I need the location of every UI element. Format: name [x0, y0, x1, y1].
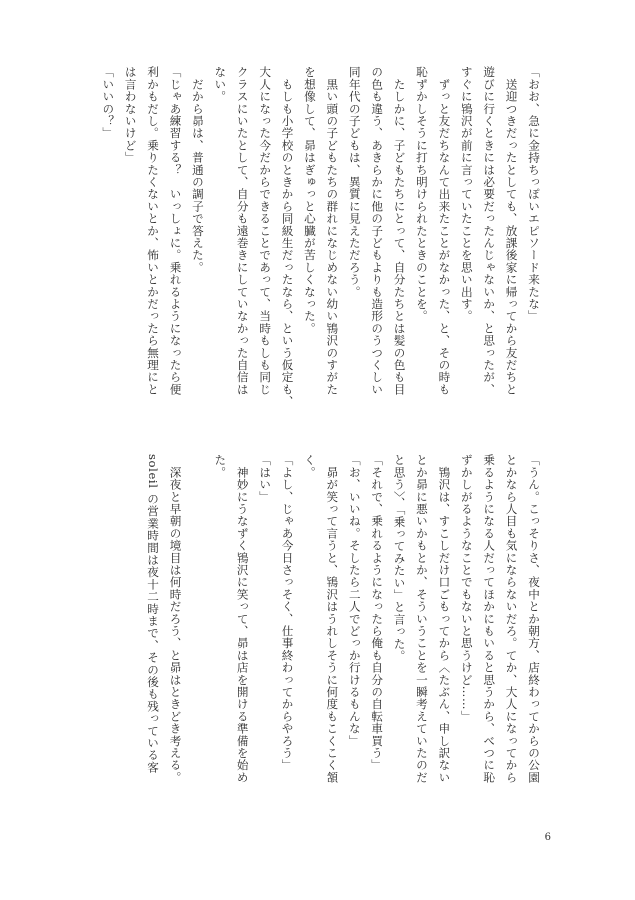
- text-line: とかなら人目も気にならないだろ。てか、大人になってから: [504, 454, 519, 784]
- text-line: クラスにいたとして、自分も遠巻きにしていなかった自信は: [235, 66, 250, 396]
- upper-text-block: [97, 66, 545, 411]
- text-line: 深夜と早朝の境目は何時だろう、と昴はときどき考える。: [168, 454, 183, 784]
- text-line: 送迎つきだったとしても、放課後家に帰ってから友だちと: [504, 66, 519, 396]
- text-line: 「お、いいね。そしたら二人でどっか行けるもんな」: [347, 454, 362, 747]
- lower-text-block: [142, 454, 545, 799]
- text-line: 「おお、急に金持ちっぽいエピソード来たな」: [527, 66, 541, 323]
- text-line: 鴇沢は、すこしだけ口ごもってから〈たぶん、申し訳ない: [437, 454, 452, 784]
- text-line: とか昴に悪いかもとか、そういうことを一瞬考えていたのだ: [414, 454, 429, 784]
- text-line: と思う〉、「乗ってみたい」と言った。: [392, 454, 407, 662]
- text-line: 乗るようになる人だってほかにもいると思うから、べつに恥: [482, 454, 497, 784]
- text-line: 「よし、じゃあ今日さっそく、仕事終わってからやろう」: [280, 454, 295, 772]
- text-line: 利かもだし。乗りたくないとか、怖いとかだったら無理にと: [146, 66, 161, 396]
- text-line: く。: [302, 454, 317, 479]
- text-line: 遊びに行くときには必要だったんじゃないか、と思ったが、: [482, 66, 497, 396]
- text-line: 神妙にうなずく鴇沢に笑って、昴は店を開ける準備を始め: [235, 454, 250, 784]
- text-line: 「いいの？」: [101, 66, 116, 140]
- text-line: を想像して、昴はぎゅっと心臓が苦しくなった。: [302, 66, 317, 335]
- text-line: 「じゃあ練習する？ いっしょに。乗れるようになったら便: [168, 66, 183, 396]
- text-line: 大人になった今だからできることであって、当時もしも同じ: [258, 66, 273, 396]
- text-line: 昴が笑って言うと、鴇沢はうれしそうに何度もこくこく頷: [325, 454, 340, 784]
- text-line: は言わないけど」: [123, 66, 138, 164]
- text-line: 黒い頭の子どもたちの群れになじめない幼い鴇沢のすがた: [325, 66, 340, 396]
- text-line: すぐに鴇沢が前に言っていたことを思い出す。: [459, 66, 474, 323]
- text-line: ない。: [213, 66, 228, 103]
- text-line: ずかしがるようなことでもないと思うけど……」: [459, 454, 474, 723]
- text-line: 同年代の子どもは、異質に見えただろう。: [347, 66, 362, 298]
- text-line: 恥ずかしそうに打ち明けられたときのことを。: [414, 66, 429, 323]
- blank-line: [187, 454, 209, 799]
- text-line: た。: [213, 454, 228, 479]
- text-line: たしかに、子どもたちにとって、自分たちとは髪の色も目: [392, 66, 407, 396]
- text-line: 「それで、乗れるようになったら俺も自分の自転車買う」: [370, 454, 385, 772]
- text-line: 「うん。こっそりさ、夜中とか朝方、店終わってからの公園: [527, 454, 541, 784]
- page-number: 6: [544, 832, 551, 843]
- text-line: 「はい」: [258, 454, 273, 503]
- text-line: もしも小学校のときから同級生だったなら、という仮定も、: [280, 66, 295, 408]
- text-line: の色も違う、あきらかに他の子どもよりも造形のうつくしい: [370, 66, 385, 396]
- text-line: だから昴は、普通の調子で答えた。: [190, 66, 205, 274]
- text-line: ずっと友だちなんて出来たことがなかった、と、その時も: [437, 66, 452, 396]
- text-line: soleil の営業時間は夜十二時まで、その後も残っている客: [146, 454, 161, 774]
